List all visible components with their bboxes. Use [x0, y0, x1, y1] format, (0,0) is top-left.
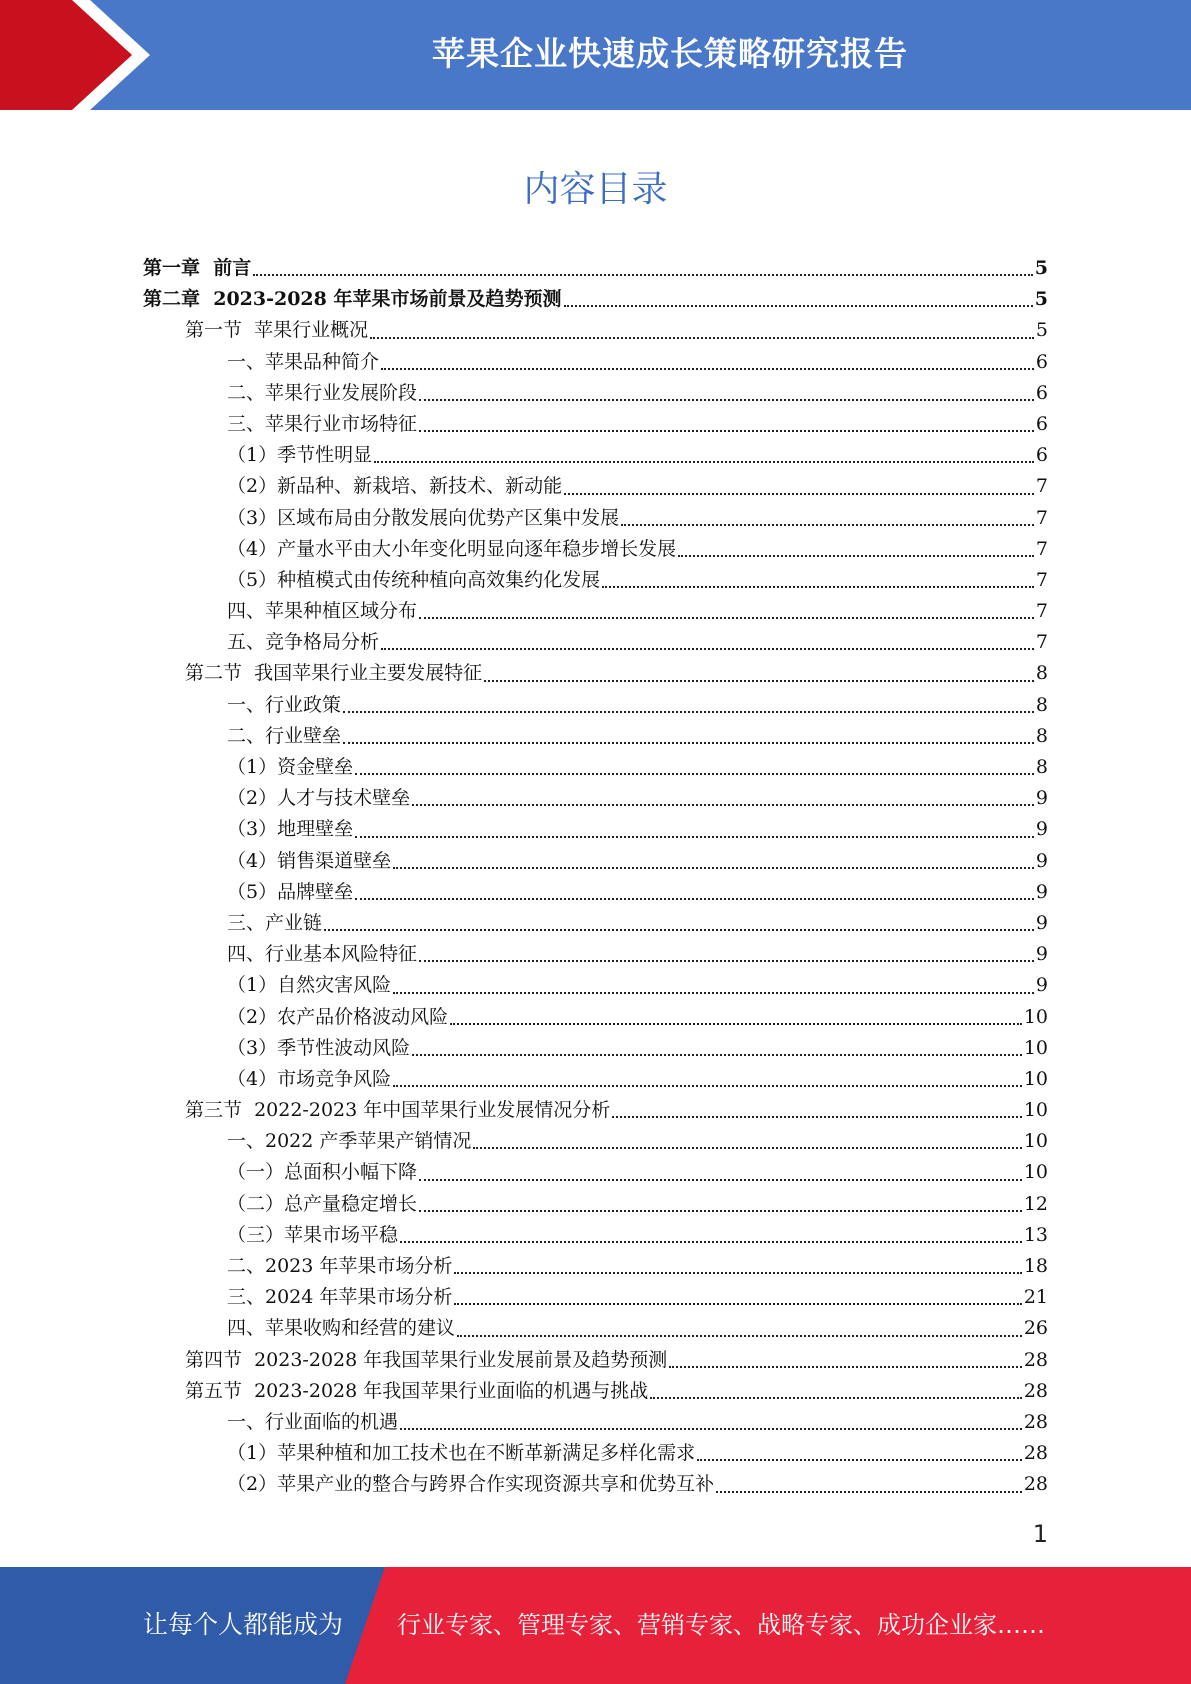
- toc-dot-leader: [374, 460, 1034, 463]
- toc-dot-leader: [419, 398, 1034, 401]
- toc-entry-page: 5: [1034, 288, 1048, 311]
- toc-entry-title: 二、行业壁垒: [227, 724, 342, 747]
- toc-entry-title: 第二节 我国苹果行业主要发展特征: [185, 662, 483, 685]
- toc-entry-page: 8: [1035, 662, 1048, 685]
- toc-entry-page: 10: [1023, 1005, 1048, 1028]
- toc-entry[interactable]: [140, 721, 1048, 752]
- toc-entry-page: 13: [1023, 1223, 1048, 1246]
- toc-entry[interactable]: [140, 440, 1048, 471]
- toc-entry-page: 9: [1035, 880, 1048, 903]
- toc-entry-title: （4）产量水平由大小年变化明显向逐年稳步增长发展: [227, 537, 677, 560]
- toc-entry-title: 四、苹果种植区域分布: [227, 600, 418, 623]
- toc-entry-title: （二）总产量稳定增长: [227, 1192, 418, 1215]
- toc-entry-title: 一、苹果品种简介: [227, 350, 380, 373]
- toc-entry-title: （2）新品种、新栽培、新技术、新动能: [227, 475, 563, 498]
- toc-dot-leader: [454, 1302, 1021, 1305]
- toc-entry-page: 9: [1035, 911, 1048, 934]
- toc-dot-leader: [697, 1458, 1022, 1461]
- toc-entry[interactable]: [140, 690, 1048, 721]
- toc-entry[interactable]: [140, 1157, 1048, 1188]
- toc-entry-title: 一、行业政策: [227, 693, 342, 716]
- toc-entry-title: 四、苹果收购和经营的建议: [227, 1317, 456, 1340]
- toc-entry-page: 10: [1023, 1130, 1048, 1153]
- toc-entry[interactable]: [140, 1002, 1048, 1033]
- toc-entry-page: 7: [1035, 537, 1048, 560]
- toc-dot-leader: [412, 1053, 1022, 1056]
- toc-entry-page: 9: [1035, 818, 1048, 841]
- toc-entry-page: 9: [1035, 849, 1048, 872]
- toc-entry-title: 二、苹果行业发展阶段: [227, 381, 418, 404]
- toc-entry[interactable]: [140, 1064, 1048, 1095]
- toc-entry-title: 四、行业基本风险特征: [227, 943, 418, 966]
- toc-entry-title: （5）品牌壁垒: [227, 880, 354, 903]
- toc-entry-title: （4）市场竞争风险: [227, 1067, 392, 1090]
- toc-entry-title: 三、2024 年苹果市场分析: [227, 1286, 453, 1309]
- toc-entry[interactable]: [140, 814, 1048, 845]
- toc-entry-title: （三）苹果市场平稳: [227, 1223, 399, 1246]
- toc-entry[interactable]: [140, 409, 1048, 440]
- toc-dot-leader: [343, 710, 1034, 713]
- toc-dot-leader: [355, 772, 1034, 775]
- toc-dot-leader: [370, 336, 1034, 339]
- toc-entry-title: （3）地理壁垒: [227, 818, 354, 841]
- toc-entry-title: 第一章 前言: [143, 257, 252, 279]
- toc-dot-leader: [253, 273, 1033, 276]
- toc-entry[interactable]: [140, 783, 1048, 814]
- toc-entry-title: 第一节 苹果行业概况: [185, 319, 369, 342]
- footer-banner: [0, 1567, 1191, 1684]
- table-of-contents: [140, 253, 1048, 1501]
- toc-dot-leader: [473, 1146, 1021, 1149]
- toc-entry-page: 5: [1034, 257, 1048, 279]
- toc-entry[interactable]: [140, 534, 1048, 565]
- toc-entry[interactable]: [140, 1407, 1048, 1438]
- toc-entry[interactable]: [140, 565, 1048, 596]
- toc-dot-leader: [484, 679, 1034, 682]
- toc-entry[interactable]: [140, 627, 1048, 658]
- toc-entry-page: 8: [1035, 693, 1048, 716]
- toc-entry[interactable]: [140, 1220, 1048, 1251]
- toc-dot-leader: [678, 554, 1034, 557]
- toc-entry-page: 9: [1035, 974, 1048, 997]
- toc-entry-page: 21: [1023, 1286, 1048, 1309]
- toc-entry-page: 7: [1035, 475, 1048, 498]
- toc-dot-leader: [393, 866, 1034, 869]
- toc-entry[interactable]: [140, 503, 1048, 534]
- report-header: [0, 0, 1191, 110]
- toc-entry-title: 三、苹果行业市场特征: [227, 412, 418, 435]
- toc-entry[interactable]: [140, 1189, 1048, 1220]
- toc-entry[interactable]: [140, 1345, 1048, 1376]
- toc-entry[interactable]: [140, 284, 1048, 315]
- toc-entry-title: （1）资金壁垒: [227, 756, 354, 778]
- toc-entry[interactable]: [140, 658, 1048, 689]
- toc-entry[interactable]: [140, 315, 1048, 346]
- toc-dot-leader: [450, 1022, 1022, 1025]
- toc-entry-page: 7: [1035, 631, 1048, 654]
- toc-entry[interactable]: [140, 752, 1048, 783]
- toc-entry-title: （一）总面积小幅下降: [227, 1161, 418, 1184]
- toc-entry[interactable]: [140, 1469, 1048, 1500]
- toc-heading: 内容目录: [523, 169, 668, 210]
- toc-dot-leader: [355, 897, 1034, 900]
- toc-entry-title: （1）季节性明显: [227, 444, 373, 467]
- toc-entry-page: 6: [1035, 444, 1048, 467]
- toc-entry-page: 18: [1023, 1255, 1048, 1277]
- toc-dot-leader: [419, 959, 1034, 962]
- toc-entry-page: 9: [1035, 943, 1048, 966]
- toc-entry-title: （3）区域布局由分散发展向优势产区集中发展: [227, 506, 620, 529]
- toc-entry[interactable]: [140, 253, 1048, 284]
- toc-entry-page: 6: [1035, 412, 1048, 435]
- toc-dot-leader: [564, 304, 1033, 307]
- toc-entry-page: 10: [1023, 1161, 1048, 1184]
- toc-entry[interactable]: [140, 347, 1048, 378]
- toc-dot-leader: [419, 1209, 1022, 1212]
- toc-dot-leader: [324, 928, 1034, 931]
- toc-entry-page: 28: [1023, 1410, 1048, 1433]
- toc-entry-title: （2）农产品价格波动风险: [227, 1005, 449, 1028]
- toc-entry-title: 第五节 2023-2028 年我国苹果行业面临的机遇与挑战: [185, 1379, 649, 1402]
- toc-dot-leader: [612, 1115, 1022, 1118]
- toc-entry-title: （2）人才与技术壁垒: [227, 787, 411, 810]
- toc-entry-page: 28: [1023, 1348, 1048, 1371]
- toc-entry-title: 第四节 2023-2028 年我国苹果行业发展前景及趋势预测: [185, 1348, 668, 1371]
- toc-entry-title: 二、2023 年苹果市场分析: [227, 1255, 453, 1277]
- toc-entry[interactable]: [140, 596, 1048, 627]
- footer-slogan-left: 让每个人都能成为: [143, 1610, 344, 1639]
- toc-entry-title: （2）苹果产业的整合与跨界合作实现资源共享和优势互补: [227, 1473, 715, 1496]
- toc-entry[interactable]: [140, 1438, 1048, 1469]
- toc-dot-leader: [621, 523, 1034, 526]
- toc-dot-leader: [602, 585, 1034, 588]
- toc-dot-leader: [454, 1271, 1021, 1274]
- toc-dot-leader: [393, 1084, 1022, 1087]
- toc-entry[interactable]: [140, 939, 1048, 970]
- toc-entry-page: 5: [1035, 319, 1048, 342]
- toc-dot-leader: [564, 492, 1034, 495]
- toc-entry-page: 10: [1023, 1036, 1048, 1059]
- toc-dot-leader: [381, 647, 1034, 650]
- toc-dot-leader: [412, 803, 1034, 806]
- toc-dot-leader: [419, 616, 1034, 619]
- toc-entry-page: 10: [1023, 1067, 1048, 1090]
- toc-dot-leader: [650, 1396, 1022, 1399]
- toc-entry-page: 9: [1035, 787, 1048, 810]
- toc-entry-title: 一、行业面临的机遇: [227, 1410, 399, 1433]
- toc-dot-leader: [400, 1240, 1022, 1243]
- toc-entry-page: 28: [1023, 1473, 1048, 1496]
- toc-dot-leader: [419, 1178, 1022, 1181]
- toc-entry-title: （5）种植模式由传统种植向高效集约化发展: [227, 568, 601, 591]
- toc-dot-leader: [400, 1427, 1022, 1430]
- toc-entry-title: 第三节 2022-2023 年中国苹果行业发展情况分析: [185, 1099, 611, 1122]
- toc-entry-page: 6: [1035, 350, 1048, 373]
- toc-entry-title: （3）季节性波动风险: [227, 1036, 411, 1059]
- toc-entry[interactable]: [140, 1251, 1048, 1282]
- toc-entry[interactable]: [140, 378, 1048, 409]
- toc-entry[interactable]: [140, 908, 1048, 939]
- toc-entry-title: 五、竞争格局分析: [227, 631, 380, 654]
- footer-slogan-right: 行业专家、管理专家、营销专家、战略专家、成功企业家……: [397, 1611, 1045, 1639]
- toc-entry[interactable]: [140, 1126, 1048, 1157]
- toc-entry[interactable]: [140, 1095, 1048, 1126]
- toc-entry-page: 6: [1035, 381, 1048, 404]
- toc-entry-page: 7: [1035, 506, 1048, 529]
- toc-entry-title: 三、产业链: [227, 911, 323, 934]
- toc-dot-leader: [457, 1334, 1022, 1337]
- toc-dot-leader: [355, 835, 1034, 838]
- toc-entry-title: （1）自然灾害风险: [227, 974, 392, 997]
- toc-entry-page: 7: [1035, 568, 1048, 591]
- toc-entry[interactable]: [140, 877, 1048, 908]
- toc-entry[interactable]: [140, 471, 1048, 502]
- toc-entry-title: 第二章 2023-2028 年苹果市场前景及趋势预测: [143, 288, 562, 311]
- toc-dot-leader: [381, 367, 1034, 370]
- toc-entry-page: 8: [1035, 756, 1048, 778]
- toc-entry-title: （4）销售渠道壁垒: [227, 849, 392, 872]
- toc-entry-page: 7: [1035, 600, 1048, 623]
- toc-entry-page: 28: [1023, 1442, 1048, 1465]
- toc-entry-title: 一、2022 产季苹果产销情况: [227, 1130, 472, 1153]
- toc-dot-leader: [419, 429, 1034, 432]
- toc-entry-page: 8: [1035, 724, 1048, 747]
- toc-entry-page: 28: [1023, 1379, 1048, 1402]
- toc-entry[interactable]: [140, 1313, 1048, 1344]
- toc-entry[interactable]: [140, 1033, 1048, 1064]
- toc-entry[interactable]: [140, 970, 1048, 1001]
- toc-dot-leader: [393, 991, 1034, 994]
- toc-entry-page: 10: [1023, 1099, 1048, 1122]
- toc-entry-page: 12: [1023, 1192, 1048, 1215]
- page-number: 1: [1032, 1520, 1048, 1548]
- toc-entry[interactable]: [140, 1376, 1048, 1407]
- toc-entry-title: （1）苹果种植和加工技术也在不断革新满足多样化需求: [227, 1442, 696, 1465]
- toc-dot-leader: [716, 1490, 1022, 1493]
- toc-entry[interactable]: [140, 1282, 1048, 1313]
- toc-dot-leader: [343, 741, 1034, 744]
- toc-dot-leader: [669, 1365, 1022, 1368]
- report-title: 苹果企业快速成长策略研究报告: [432, 34, 908, 73]
- toc-entry-page: 26: [1023, 1317, 1048, 1340]
- toc-entry[interactable]: [140, 846, 1048, 877]
